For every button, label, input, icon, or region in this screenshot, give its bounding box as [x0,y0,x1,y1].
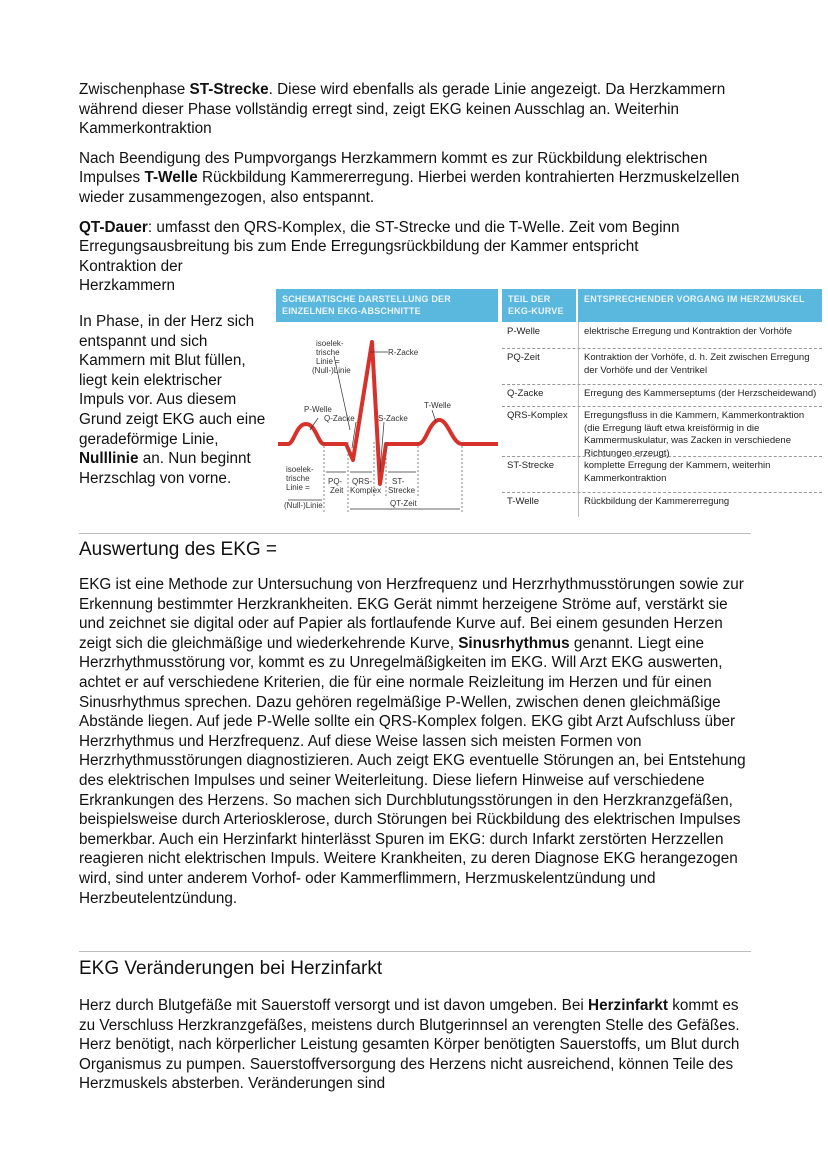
label-pq-zeit-1: PQ- [328,477,343,486]
ekg-curve-diagram [276,322,498,517]
table-row [502,492,822,516]
paragraph-auswertung [79,575,751,908]
label-pq-zeit-2: Zeit [330,486,344,495]
row-teil: T-Welle [507,496,540,507]
term-t-welle: T-Welle [144,169,198,187]
label-isoline-bottom-4: (Null-)Linie [284,501,323,510]
label-isoline-top-3: Linie = [316,357,340,366]
text: EKG ist eine Methode zur Untersuchung von Herzfrequenz und Herzrhythmusstörungen sowie zur Erkennung bestimmter Herzkrankheiten. EKG Gerät nimmt herzeigene Ströme auf, verstärkt sie und zeichnet sie digital oder auf Papier als fortlaufende Kurve auf. Bei einem gesunden Herzen zeigt sich die gleichmäßige und wiederkehrende Kurve, [79,576,744,652]
text: genannt. Liegt eine Herzrhythmusstörung vor, kommt es zu Unregelmäßigkeiten im EKG. Will Arzt EKG auswerten, achtet er auf verschiedene Kriterien, die für eine normale Reizleitung im Herzen und für einen Sinusrhythmus sprechen. Dazu gehören regelmäßige P-Wellen, zwischen denen gleichmäßige Abstände liegen. Auf jede P-Welle sollte ein QRS-Komplex folgen. EKG gibt Arzt Aufschluss über Herzrhythmus und Herzfrequenz. Auf diese Weise lassen sich meisten Formen von Herzrhythmusstörungen diagnostizieren. Auch zeigt EKG eventuelle Störungen an, bei Entstehung des elektrischen Impulses und seiner Weiterleitung. Diese liefern Hinweise auf verschiedene Erkrankungen des Herzens. So machen sich Durchblutungsstörungen in den Herzkranzgefäßen, beispielsweise durch Arteriosklerose, durch Störungen bei Rückbildung des elektrischen Impulses bemerkbar. Auch ein Herzinfarkt hinterlässt Spuren im EKG: durch Infarkt zerstörten Herzzellen reagieren nicht elektrischen Impuls. Weitere Krankheiten, zu deren Diagnose EKG herangezogen wird, sind unter anderem Vorhof- oder Kammerflimmern, Herzmuskelentzündung und Herzbeutelentzündung. [79,634,746,907]
figure-header-left: SCHEMATISCHE DARSTELLUNG DER EINZELNEN EKG-ABSCHNITTE [276,289,498,322]
label-p-welle: P-Welle [304,405,332,414]
figure-header-right: ENTSPRECHENDER VORGANG IM HERZMUSKEL [578,289,822,322]
label-s-zacke: S-Zacke [378,414,408,423]
term-herzinfarkt: Herzinfarkt [588,997,668,1014]
label-qrs-2: Komplex [350,486,382,495]
row-vorgang: Erregungsfluss in die Kammern, Kammerkontraktion (die Erregung läuft etwa kreisförmig in die Kammermuskulatur, was Zacken in verschiedene Richtungen erzeugt) [584,410,805,459]
label-isoline-top-1: isoelek- [316,339,344,348]
table-row [502,456,822,493]
figure-header-mid: TEIL DER EKG-KURVE [502,289,576,322]
term-nulllinie: Nulllinie [79,450,139,468]
text: Nach Beendigung des Pumpvorgangs Herzkammern kommt es zur Rückbildung elektrischen Impulses [79,149,708,187]
paragraph-nulllinie [79,312,267,488]
paragraph-qt-dauer [79,218,751,257]
text: Rückbildung Kammererregung. Hierbei werden kontrahierten Herzmuskelzellen wieder zusammengezogen, also entspannt. [79,169,740,206]
label-st-2: Strecke [388,486,416,495]
paragraph-t-welle [79,149,751,208]
heading-auswertung: Auswertung des EKG = [79,539,278,560]
text: : umfasst den QRS-Komplex, die ST-Strecke und die T-Welle. Zeit vom Beginn Erregungsausbreitung bis zum Ende Erregungsrückbildung der Kammer entspricht [79,218,680,256]
term-st-strecke: ST-Strecke [189,81,269,98]
paragraph-herzinfarkt [79,996,751,1094]
t-welle-pointer [432,410,436,422]
text: . Diese wird ebenfalls als gerade Linie angezeigt. Da Herzkammern während dieser Phase vollständig erregt sind, zeigt EKG keinen Ausschlag an. Weiterhin Kammerkontraktion [79,81,726,138]
row-vorgang: Erregung des Kammerseptums (der Herzscheidewand) [584,388,817,399]
text: kommt es zu Verschluss Herzkranzgefäßes, meistens durch Blutgerinnsel an verengten Stelle des Gefäßes. Herz benötigt, nach körperlicher Leistung gesamten Körper benötigten Sauerstoffs, um Blut durch Organismus zu pumpen. Sauerstoffversorgung des Herzens nicht ausreichend, können Teile des Herzmuskels absterben. Veränderungen sind [79,997,740,1093]
table-row [502,384,822,407]
text: an. Nun beginnt Herzschlag von vorne. [79,450,251,487]
table-row [502,406,822,457]
label-isoline-bottom-3: Linie = [286,483,310,492]
row-vorgang: elektrische Erregung und Kontraktion der Vorhöfe [584,326,793,337]
section-divider [79,533,751,534]
label-qt-zeit: QT-Zeit [390,499,417,508]
section-divider [79,951,751,952]
label-qrs-1: QRS- [352,477,372,486]
label-r-zacke: R-Zacke [388,348,419,357]
label-t-welle: T-Welle [424,401,451,410]
row-teil: ST-Strecke [507,460,554,471]
term-sinusrhythmus: Sinusrhythmus [458,634,570,652]
label-isoline-bottom-2: trische [286,474,310,483]
row-vorgang: komplette Erregung der Kammern, weiterhin Kammerkontraktion [584,460,771,484]
section-auswertung [79,538,751,908]
ekg-figure [276,289,822,517]
label-isoline-top-4: (Null-)Linie [312,366,351,375]
text: Zwischenphase [79,81,190,98]
paragraph-st-strecke [79,80,751,139]
label-q-zacke: Q-Zacke [324,414,355,423]
text: Herz durch Blutgefäße mit Sauerstoff versorgt und ist davon umgeben. Bei [79,997,589,1014]
table-row [502,322,822,349]
label-isoline-bottom-1: isoelek- [286,465,314,474]
row-teil: Q-Zacke [507,388,544,399]
row-teil: PQ-Zeit [507,352,540,363]
label-isoline-top-2: trische [316,348,340,357]
label-st-1: ST- [392,477,405,486]
intro-block [79,80,751,296]
section-herzinfarkt [79,957,751,1094]
table-row [502,348,822,385]
text: In Phase, in der Herz sich entspannt und sich Kammern mit Blut füllen, liegt kein elektrischer Impuls vor. Aus diesem Grund zeigt EKG auch eine geradeförmige Linie, [79,313,266,448]
term-qt-dauer: QT-Dauer [79,218,148,236]
paragraph-qt-cont: Kontraktion der Herzkammern [79,257,183,295]
row-teil: P-Welle [507,326,541,337]
row-vorgang: Rückbildung der Kammererregung [584,496,730,507]
heading-herzinfarkt: EKG Veränderungen bei Herzinfarkt [79,958,383,979]
row-teil: QRS-Komplex [507,410,568,421]
row-vorgang: Kontraktion der Vorhöfe, d. h. Zeit zwischen Erregung der Vorhöfe und der Ventrikel [584,352,810,376]
